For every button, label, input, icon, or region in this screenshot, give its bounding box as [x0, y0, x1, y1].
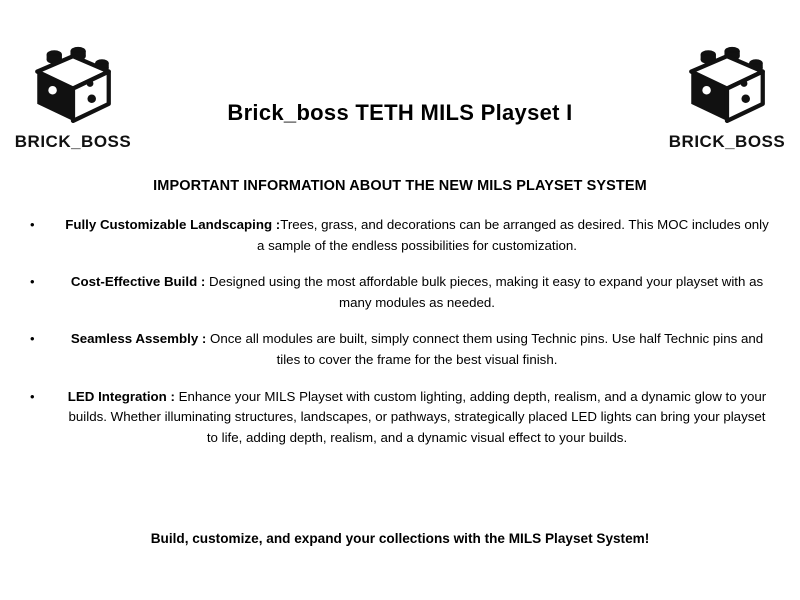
- logo-right: [662, 46, 792, 152]
- list-item-lead: Cost-Effective Build :: [70, 274, 206, 290]
- list-item: [50, 215, 784, 256]
- logo-left-wordmark: BRICK_BOSS: [14, 132, 132, 151]
- feature-list: [16, 215, 784, 464]
- list-item-lead: LED Integration :: [67, 388, 175, 404]
- list-item: [50, 329, 784, 370]
- list-item-lead: Seamless Assembly :: [70, 331, 207, 347]
- logo-right-wordmark: BRICK_BOSS: [668, 132, 786, 151]
- list-item-lead: Fully Customizable Landscaping :: [65, 217, 281, 232]
- list-item: [50, 272, 784, 313]
- logo-left: [8, 46, 138, 152]
- lego-brick-cube-icon: [684, 46, 770, 126]
- list-item-body: Once all modules are built, simply connect them using Technic pins. Use half Technic pins and tiles to cover the frame for the best visual finish.: [210, 331, 764, 368]
- list-item-body: Designed using the most affordable bulk pieces, making it easy to expand your playset with as many modules as needed.: [209, 274, 764, 310]
- list-item-body: Trees, grass, and decorations can be arranged as desired. This MOC includes only a sample of the endless possibilities for customization.: [256, 217, 769, 253]
- lego-brick-cube-icon: [30, 46, 116, 126]
- closing-statement: Build, customize, and expand your collections with the MILS Playset System!: [150, 531, 650, 546]
- list-item: [50, 387, 784, 449]
- list-item-body: Enhance your MILS Playset with custom lighting, adding depth, realism, and a dynamic glow to your builds. Whether illuminating structures, landscapes, or pathways, strategically placed LED lights can bring your playset to life, adding depth, realism, and a dynamic visual effect to your builds.: [68, 388, 767, 445]
- section-subtitle: IMPORTANT INFORMATION ABOUT THE NEW MILS PLAYSET SYSTEM: [153, 178, 647, 194]
- page-title: Brick_boss TETH MILS Playset I: [227, 100, 573, 125]
